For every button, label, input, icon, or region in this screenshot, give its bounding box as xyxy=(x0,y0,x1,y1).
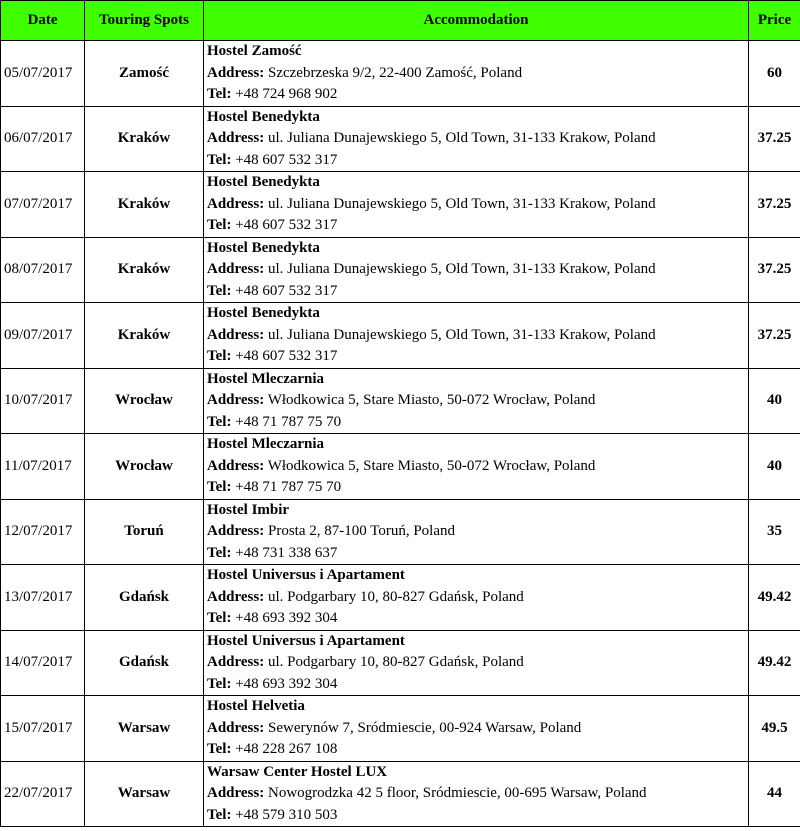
address-value: ul. Juliana Dunajewskiego 5, Old Town, 31-133 Krakow, Poland xyxy=(267,195,656,212)
price-cell: 40 xyxy=(749,368,800,434)
touring-spot-cell: Zamość xyxy=(85,41,204,107)
touring-spot-cell: Gdańsk xyxy=(85,565,204,631)
hostel-name: Hostel Benedykta xyxy=(207,108,320,125)
accommodation-cell xyxy=(204,172,749,238)
address-label: Address: xyxy=(207,326,265,343)
address-value: ul. Juliana Dunajewskiego 5, Old Town, 31-133 Krakow, Poland xyxy=(267,261,656,277)
address-line xyxy=(207,325,748,347)
tel-value: +48 607 532 317 xyxy=(235,151,338,168)
tel-line xyxy=(207,608,748,630)
table-row xyxy=(1,696,800,762)
touring-spot-cell: Kraków xyxy=(85,237,204,303)
tel-line xyxy=(207,215,748,237)
table-row xyxy=(1,303,800,369)
touring-spot-cell: Toruń xyxy=(85,499,204,565)
touring-spot-cell: Gdańsk xyxy=(85,630,204,696)
header-row xyxy=(1,1,800,41)
accommodation-cell xyxy=(204,499,749,565)
tel-label: Tel: xyxy=(207,806,232,823)
accommodation-cell xyxy=(204,630,749,696)
accommodation-cell xyxy=(204,761,749,827)
tel-value: +48 579 310 503 xyxy=(235,806,338,823)
touring-spot-cell: Warsaw xyxy=(85,761,204,827)
accommodation-cell xyxy=(204,303,749,369)
table-row xyxy=(1,368,800,434)
tel-value: +48 228 267 108 xyxy=(235,741,338,757)
accommodation-cell xyxy=(204,368,749,434)
hostel-name: Hostel Helvetia xyxy=(207,698,305,714)
date-cell: 11/07/2017 xyxy=(1,434,85,500)
date-cell: 08/07/2017 xyxy=(1,237,85,303)
tel-label: Tel: xyxy=(207,282,232,299)
address-label: Address: xyxy=(207,261,265,277)
address-line xyxy=(207,587,748,609)
tel-line xyxy=(207,346,748,368)
price-cell: 49.5 xyxy=(749,696,800,762)
accommodation-cell xyxy=(204,106,749,172)
tel-line xyxy=(207,412,748,434)
tel-label: Tel: xyxy=(207,675,232,692)
tel-value: +48 693 392 304 xyxy=(235,675,338,692)
table-row xyxy=(1,761,800,827)
hostel-name: Warsaw Center Hostel LUX xyxy=(207,763,388,780)
date-cell: 07/07/2017 xyxy=(1,172,85,238)
date-cell: 15/07/2017 xyxy=(1,696,85,762)
price-cell: 35 xyxy=(749,499,800,565)
date-cell: 14/07/2017 xyxy=(1,630,85,696)
touring-spot-cell: Kraków xyxy=(85,106,204,172)
tel-value: +48 724 968 902 xyxy=(235,86,338,102)
address-value: ul. Juliana Dunajewskiego 5, Old Town, 31-133 Krakow, Poland xyxy=(267,326,656,343)
touring-spot-cell: Kraków xyxy=(85,172,204,238)
table-row xyxy=(1,172,800,238)
tel-value: +48 71 787 75 70 xyxy=(235,413,342,430)
date-cell: 06/07/2017 xyxy=(1,106,85,172)
date-cell: 10/07/2017 xyxy=(1,368,85,434)
date-cell: 05/07/2017 xyxy=(1,41,85,107)
hostel-name: Hostel Benedykta xyxy=(207,174,320,190)
address-line xyxy=(207,783,748,805)
address-label: Address: xyxy=(207,588,265,605)
hostel-name: Hostel Benedykta xyxy=(207,305,320,321)
tel-value: +48 607 532 317 xyxy=(235,217,338,233)
address-line xyxy=(207,259,748,281)
accommodation-cell xyxy=(204,696,749,762)
hostel-name: Hostel Universus i Apartament xyxy=(207,567,405,583)
table-body xyxy=(1,41,800,827)
address-label: Address: xyxy=(207,523,265,539)
price-cell: 37.25 xyxy=(749,303,800,369)
hostel-name: Hostel Universus i Apartament xyxy=(207,632,405,649)
header-date: Date xyxy=(1,1,85,41)
hostel-name: Hostel Mleczarnia xyxy=(207,436,325,452)
tel-label: Tel: xyxy=(207,413,232,430)
tel-value: +48 731 338 637 xyxy=(235,544,338,561)
table-row xyxy=(1,41,800,107)
price-cell: 49.42 xyxy=(749,565,800,631)
address-line xyxy=(207,128,748,150)
touring-spot-cell: Wrocław xyxy=(85,434,204,500)
tel-value: +48 71 787 75 70 xyxy=(235,479,342,495)
date-cell: 13/07/2017 xyxy=(1,565,85,631)
tel-value: +48 693 392 304 xyxy=(235,610,338,626)
address-value: Szczebrzeska 9/2, 22-400 Zamość, Poland xyxy=(267,64,523,81)
hostel-name: Hostel Benedykta xyxy=(207,239,320,256)
address-label: Address: xyxy=(207,130,265,146)
table-row xyxy=(1,630,800,696)
table-row xyxy=(1,565,800,631)
price-cell: 37.25 xyxy=(749,172,800,238)
table-row xyxy=(1,106,800,172)
address-label: Address: xyxy=(207,195,265,212)
address-label: Address: xyxy=(207,719,265,736)
tel-label: Tel: xyxy=(207,544,232,561)
tel-label: Tel: xyxy=(207,348,232,364)
date-cell: 12/07/2017 xyxy=(1,499,85,565)
price-cell: 37.25 xyxy=(749,106,800,172)
tel-label: Tel: xyxy=(207,86,232,102)
address-line xyxy=(207,718,748,740)
price-cell: 44 xyxy=(749,761,800,827)
accommodation-cell xyxy=(204,434,749,500)
address-value: Prosta 2, 87-100 Toruń, Poland xyxy=(267,523,455,539)
tel-line xyxy=(207,739,748,761)
date-cell: 09/07/2017 xyxy=(1,303,85,369)
address-value: Włodkowica 5, Stare Miasto, 50-072 Wrocław, Poland xyxy=(267,457,596,474)
address-line xyxy=(207,194,748,216)
hostel-name: Hostel Imbir xyxy=(207,501,290,518)
address-line xyxy=(207,521,748,543)
tel-value: +48 607 532 317 xyxy=(235,348,338,364)
hostel-name: Hostel Zamość xyxy=(207,43,302,59)
address-label: Address: xyxy=(207,392,265,408)
tel-line xyxy=(207,281,748,303)
price-cell: 37.25 xyxy=(749,237,800,303)
table-row xyxy=(1,499,800,565)
tel-line xyxy=(207,477,748,499)
tel-label: Tel: xyxy=(207,479,232,495)
address-label: Address: xyxy=(207,785,265,801)
tel-label: Tel: xyxy=(207,217,232,233)
tel-label: Tel: xyxy=(207,741,232,757)
header-price: Price xyxy=(749,1,800,41)
address-value: Nowogrodzka 42 5 floor, Sródmiescie, 00-695 Warsaw, Poland xyxy=(267,785,647,801)
address-value: ul. Podgarbary 10, 80-827 Gdańsk, Poland xyxy=(267,588,524,605)
tel-value: +48 607 532 317 xyxy=(235,282,338,299)
address-value: Sewerynów 7, Sródmiescie, 00-924 Warsaw, Poland xyxy=(267,719,582,736)
address-value: Włodkowica 5, Stare Miasto, 50-072 Wrocław, Poland xyxy=(267,392,596,408)
accommodation-cell xyxy=(204,565,749,631)
hostel-name: Hostel Mleczarnia xyxy=(207,370,325,387)
tel-line xyxy=(207,543,748,565)
address-label: Address: xyxy=(207,64,265,81)
price-cell: 40 xyxy=(749,434,800,500)
touring-spot-cell: Warsaw xyxy=(85,696,204,762)
tel-line xyxy=(207,150,748,172)
address-label: Address: xyxy=(207,457,265,474)
address-line xyxy=(207,456,748,478)
table-row xyxy=(1,434,800,500)
touring-spot-cell: Wrocław xyxy=(85,368,204,434)
accommodation-cell xyxy=(204,41,749,107)
tel-line xyxy=(207,805,748,827)
touring-spot-cell: Kraków xyxy=(85,303,204,369)
tel-line xyxy=(207,84,748,106)
tel-label: Tel: xyxy=(207,610,232,626)
price-cell: 49.42 xyxy=(749,630,800,696)
table-row xyxy=(1,237,800,303)
accommodation-cell xyxy=(204,237,749,303)
address-value: ul. Podgarbary 10, 80-827 Gdańsk, Poland xyxy=(267,654,524,670)
date-cell: 22/07/2017 xyxy=(1,761,85,827)
header-accommodation: Accommodation xyxy=(204,1,749,41)
tel-line xyxy=(207,674,748,696)
header-touring-spots: Touring Spots xyxy=(85,1,204,41)
address-line xyxy=(207,63,748,85)
address-line xyxy=(207,390,748,412)
address-line xyxy=(207,652,748,674)
address-value: ul. Juliana Dunajewskiego 5, Old Town, 31-133 Krakow, Poland xyxy=(267,130,656,146)
tel-label: Tel: xyxy=(207,151,232,168)
address-label: Address: xyxy=(207,654,265,670)
price-cell: 60 xyxy=(749,41,800,107)
